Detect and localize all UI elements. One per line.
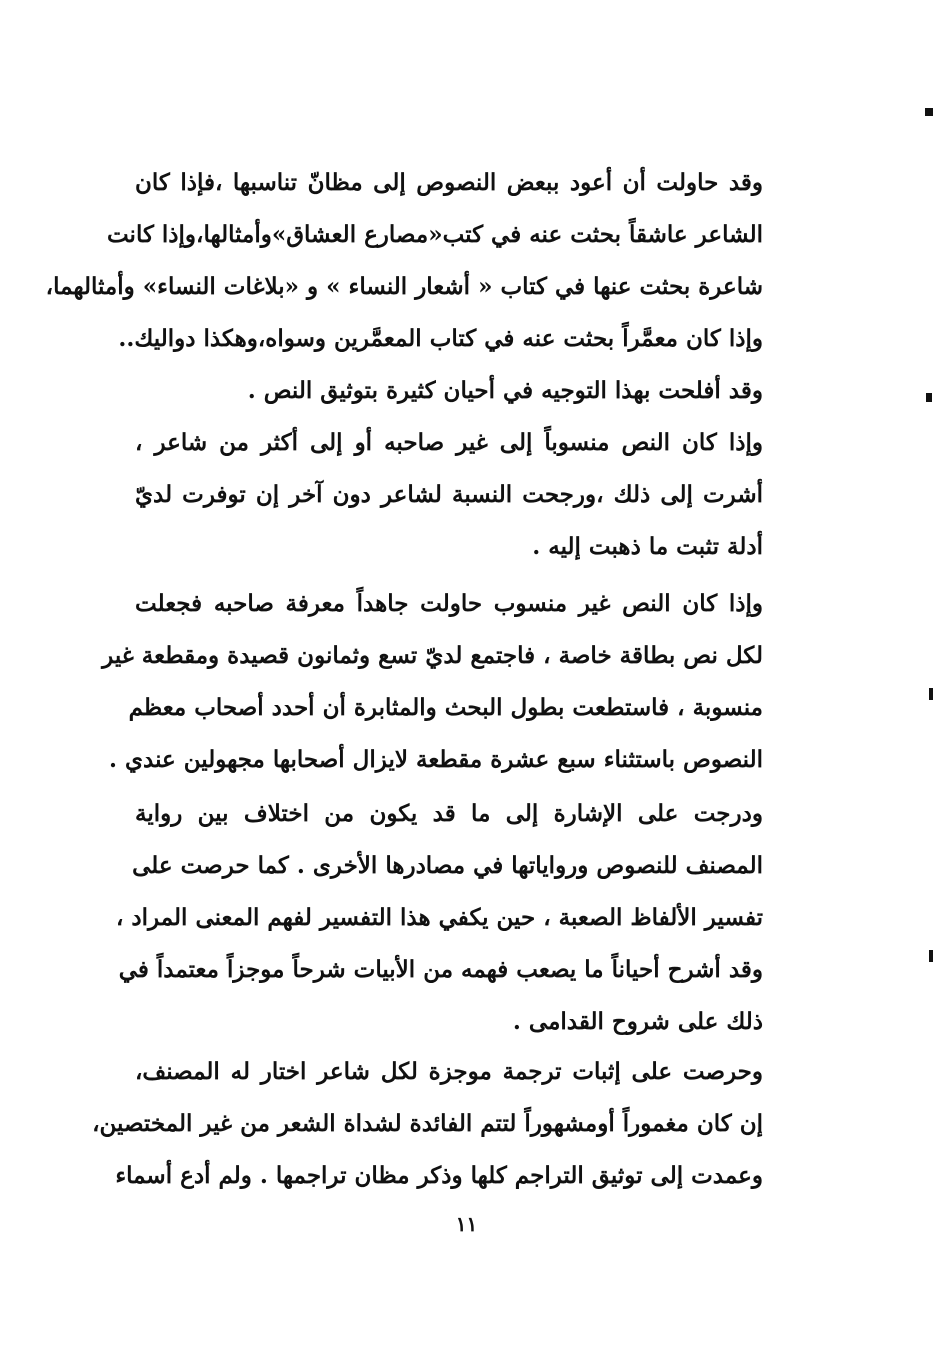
scan-edge-mark xyxy=(929,950,933,962)
scan-edge-mark xyxy=(925,108,933,116)
paragraph-line: وعمدت إلى توثيق التراجم كلها وذكر مظان تراجمها . ولم أدع أسماء xyxy=(115,1162,763,1189)
paragraph-line: ذلك على شروح القدامى . xyxy=(512,1008,763,1035)
paragraph-line: وإذا كان النص غير منسوب حاولت جاهداً معرفة صاحبه فجعلت xyxy=(135,590,763,617)
scan-edge-mark xyxy=(926,393,932,402)
paragraph-line: وحرصت على إثبات ترجمة موجزة لكل شاعر اختار له المصنف، xyxy=(135,1058,763,1085)
paragraph-line: لكل نص بطاقة خاصة ، فاجتمع لديّ تسع وثمانون قصيدة ومقطعة غير xyxy=(102,642,763,669)
paragraph-line: إن كان مغموراً أومشهوراً لتتم الفائدة لشداة الشعر من غير المختصين، xyxy=(92,1110,763,1137)
paragraph-line: تفسير الألفاظ الصعبة ، حين يكفي هذا التفسير لفهم المعنى المراد ، xyxy=(115,904,763,931)
paragraph-line: أدلة تثبت ما ذهبت إليه . xyxy=(532,533,763,560)
paragraph-3 xyxy=(102,578,763,786)
paragraph-2 xyxy=(135,417,763,573)
paragraph-line: وإذا كان معمَّراً بحثت عنه في كتاب المعمَّرين وسواه،وهكذا دواليك.. xyxy=(118,325,763,352)
paragraph-line: وقد حاولت أن أعود ببعض النصوص إلى مظانّ تناسبها ،فإذا كان xyxy=(135,169,763,196)
page-number: ١١ xyxy=(455,1212,478,1236)
paragraph-5 xyxy=(92,1046,763,1202)
paragraph-line: وقد أفلحت بهذا التوجيه في أحيان كثيرة بتوثيق النص . xyxy=(247,377,763,404)
paragraph-line: أشرت إلى ذلك ،ورجحت النسبة لشاعر دون آخر إن توفرت لديّ xyxy=(135,481,763,508)
paragraph-line: المصنف للنصوص ورواياتها في مصادرها الأخرى . كما حرصت على xyxy=(132,852,763,879)
paragraph-line: ودرجت على الإشارة إلى ما قد يكون من اختلاف بين رواية xyxy=(135,800,763,827)
paragraph-line: وقد أشرح أحياناً ما يصعب فهمه من الأبيات شرحاً موجزاً معتمداً في xyxy=(118,956,763,983)
scan-edge-mark xyxy=(929,688,933,700)
paragraph-4 xyxy=(115,788,763,1048)
paragraph-line: النصوص باستثناء سبع عشرة مقطعة لايزال أصحابها مجهولين عندي . xyxy=(109,746,763,773)
paragraph-1 xyxy=(45,157,763,417)
paragraph-line: وإذا كان النص منسوباً إلى غير صاحبه أو إلى أكثر من شاعر ، xyxy=(135,429,763,456)
paragraph-line: الشاعر عاشقاً بحثت عنه في كتب«مصارع العشاق»وأمثالها،وإذا كانت xyxy=(106,221,763,248)
paragraph-line: شاعرة بحثت عنها في كتاب « أشعار النساء » و «بلاغات النساء» وأمثالهما، xyxy=(45,273,763,300)
paragraph-line: منسوبة ، فاستطعت بطول البحث والمثابرة أن أحدد أصحاب معظم xyxy=(128,694,763,721)
